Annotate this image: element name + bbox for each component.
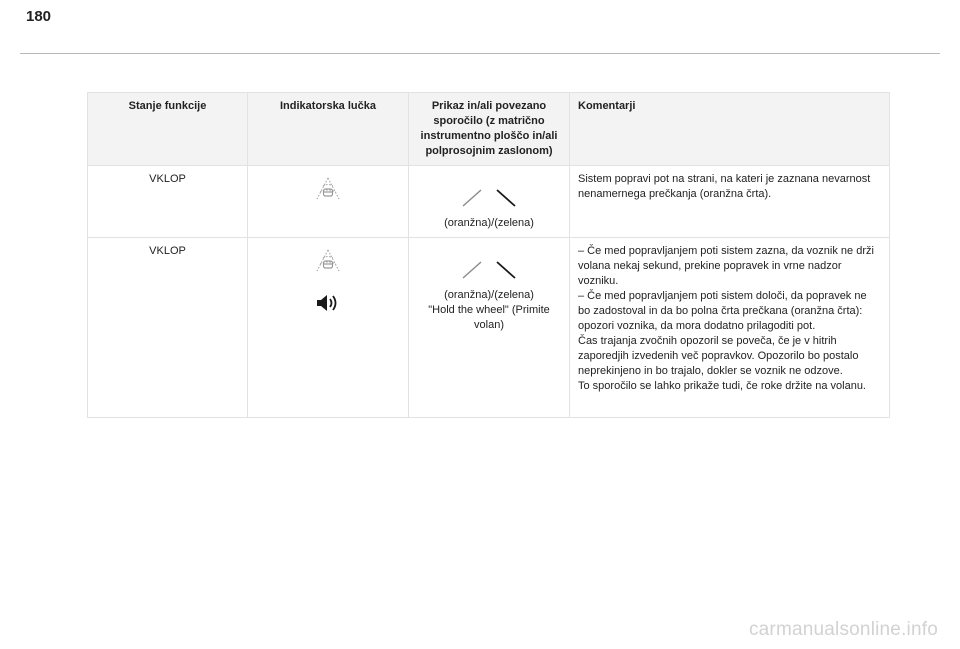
- table-row: [88, 166, 890, 238]
- display-text: (oranžna)/(zelena): [444, 289, 534, 301]
- header-comments: Komentarji: [570, 93, 890, 166]
- indicator-cell: [248, 238, 409, 418]
- comment-line: – Če med popravljanjem poti sistem zazna, da voznik ne drži volana nekaj sekund, prekine popravek in vrne nadzor vozniku.: [578, 245, 874, 287]
- comments-cell: [570, 238, 890, 418]
- table-row: [88, 238, 890, 418]
- state-cell: VKLOP: [88, 238, 248, 418]
- display-message: "Hold the wheel" (Primite volan): [428, 304, 550, 331]
- indicator-cell: [248, 166, 409, 238]
- function-state-table: [87, 92, 890, 418]
- lane-lines-icon: [417, 172, 561, 216]
- comment-line: Sistem popravi pot na strani, na kateri je zaznana nevarnost nenamernega prečkanja (oranžna črta).: [578, 173, 871, 200]
- watermark: carmanualsonline.info: [748, 619, 938, 640]
- comment-line: Čas trajanja zvočnih opozoril se poveča, če je v hitrih zaporedjih izvedenih več popravkov. Opozorilo bo postalo neprekinjeno in bo trajalo, dokler se voznik ne odzove.: [578, 335, 859, 377]
- comment-line: – Če med popravljanjem poti sistem določi, da popravek ne bo zadostoval in da bo polna črta prečkana (oranžna črta): opozori voznika, da mora dodatno prilagoditi pot.: [578, 290, 867, 332]
- lane-keep-assist-icon: [312, 248, 344, 279]
- state-cell: VKLOP: [88, 166, 248, 238]
- comments-cell: [570, 166, 890, 238]
- display-cell: [409, 238, 570, 418]
- table-header-row: [88, 93, 890, 166]
- header-indicator: Indikatorska lučka: [248, 93, 409, 166]
- display-text: (oranžna)/(zelena): [444, 217, 534, 229]
- comment-line: To sporočilo se lahko prikaže tudi, če roke držite na volanu.: [578, 380, 866, 392]
- display-cell: [409, 166, 570, 238]
- header-rule: [20, 53, 940, 54]
- header-state: Stanje funkcije: [88, 93, 248, 166]
- header-display: Prikaz in/ali povezano sporočilo (z matrično instrumentno ploščo in/ali polprosojnim zaslonom): [409, 93, 570, 166]
- lane-keep-assist-icon: [312, 176, 344, 207]
- lane-lines-icon: [417, 244, 561, 288]
- speaker-sound-icon: [314, 293, 342, 318]
- page-number: 180: [26, 8, 52, 25]
